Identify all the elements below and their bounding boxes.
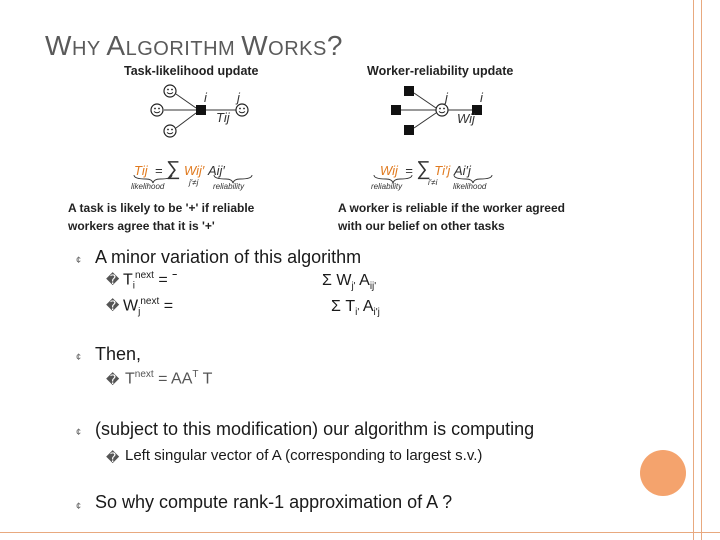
figure-left-header: Task-likelihood update (124, 64, 259, 78)
subbullet-3-1: Left singular vector of A (corresponding to largest s.v.) (125, 447, 483, 464)
subbullet-1-1-rhs: Σ $W_{j'}$ $A_{ij'}$ (322, 272, 377, 293)
smiley-icon (164, 85, 176, 97)
right-node-j-label: j (445, 90, 448, 105)
subbullet-icon: � (106, 298, 120, 313)
subbullet-1-2-lhs: $W_j^{next}$ = (123, 296, 174, 318)
bullet-icon: ¢ (76, 427, 82, 437)
left-graph (151, 85, 248, 137)
right-caption-line-1: A worker is reliable if the worker agreed (338, 201, 565, 215)
subbullet-icon: � (106, 372, 120, 387)
bullet-4: So why compute rank-1 approximation of A ? (95, 492, 453, 512)
decorative-orange-circle (640, 450, 686, 496)
left-caption-line-1: A task is likely to be '+' if reliable (68, 201, 255, 215)
smiley-icon (236, 104, 248, 116)
bullet-icon: ¢ (76, 501, 82, 511)
left-under-likelihood: likelihood (131, 182, 165, 191)
right-formula: Wij = ∑ Ti′j Ai′j (380, 158, 471, 180)
bullet-icon: ¢ (76, 255, 82, 265)
smiley-icon (164, 125, 176, 137)
right-under-likelihood: likelihood (453, 182, 487, 191)
figure-right-header: Worker-reliability update (367, 64, 514, 78)
left-caption-line-2: workers agree that it is '+' (68, 219, 215, 233)
left-node-j-label: j (237, 90, 240, 105)
bullet-2: Then, (95, 344, 142, 364)
left-formula-sum-index: j′≠j (189, 178, 199, 187)
subbullet-icon: � (106, 450, 120, 465)
bullet-1: A minor variation of this algorithm (95, 247, 362, 267)
task-node (196, 105, 206, 115)
right-node-i-label: i (480, 90, 483, 105)
left-edge-label: Tij (216, 110, 230, 125)
bottom-frame-border (0, 532, 720, 536)
bullet-3: (subject to this modification) our algorithm is computing (95, 419, 535, 439)
smiley-icon (436, 104, 448, 116)
subbullet-1-1-lhs: $T_i^{next}$ = ˉ (123, 270, 178, 292)
right-under-reliability: reliability (371, 182, 403, 191)
subbullet-2-1: $T^{next} = AA^T$ T (125, 369, 213, 388)
right-frame-border (693, 0, 702, 540)
left-under-reliability: reliability (213, 182, 245, 191)
left-node-i-label: i (204, 90, 207, 105)
left-formula: Tij = ∑ Wij′ Aij′ (134, 158, 225, 180)
right-formula-sum-index: i′≠i (428, 178, 438, 187)
subbullet-1-2-rhs: Σ $T_{i'}$ $A_{i'j}$ (331, 298, 380, 319)
right-edge-label: Wij (457, 111, 475, 126)
subbullet-icon: � (106, 272, 120, 287)
bullet-icon: ¢ (76, 352, 82, 362)
right-caption-line-2: with our belief on other tasks (338, 219, 505, 233)
slide-title: WHY ALGORITHM WORKS? (45, 30, 343, 61)
smiley-icon (151, 104, 163, 116)
